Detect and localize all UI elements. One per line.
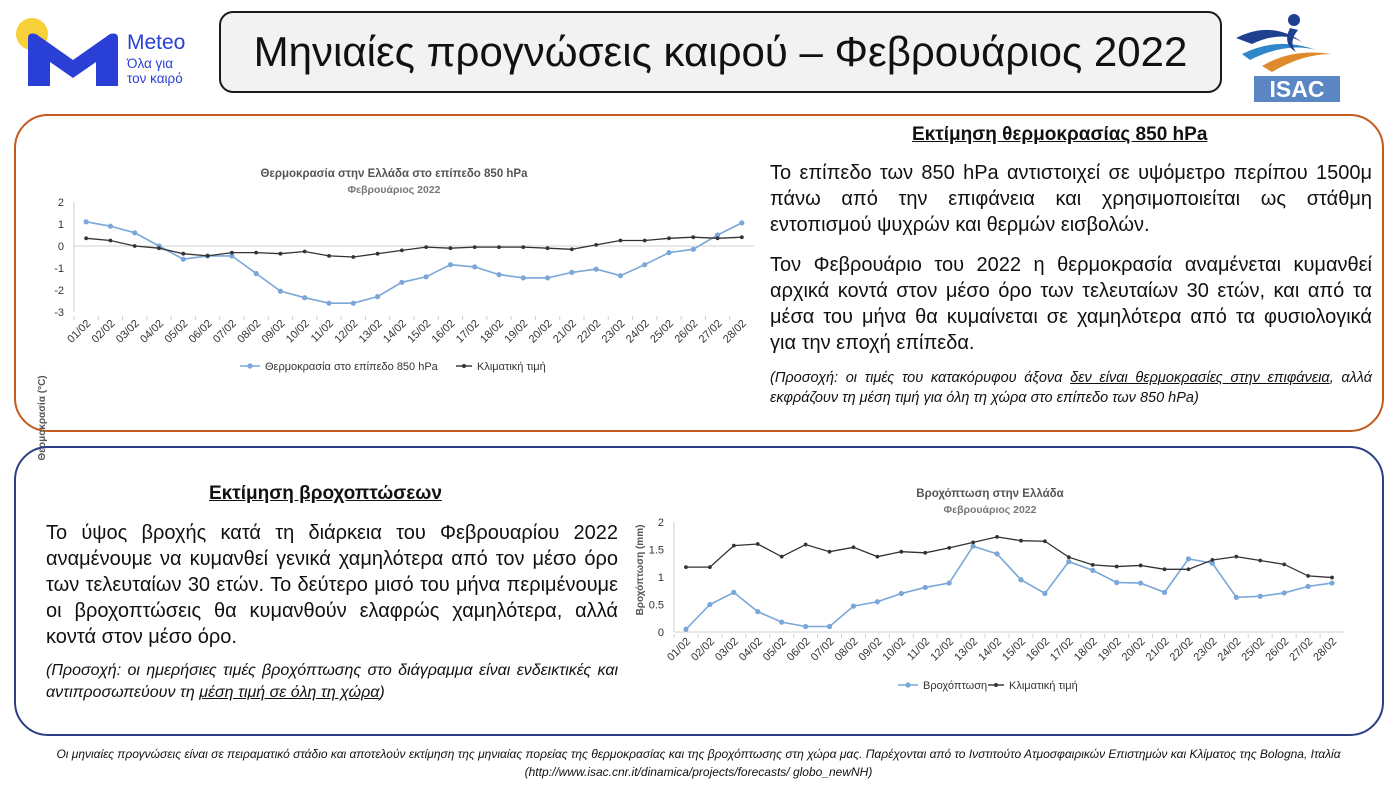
climate-point [449,246,453,250]
forecast-point [278,289,283,294]
climate-point [1306,574,1310,578]
y-axis-label: Βροχόπτωση (mm) [635,524,646,616]
climate-point [521,245,525,249]
brand-text [127,30,185,86]
x-tick-label: 24/02 [623,317,652,346]
rainfall-chart [628,480,1352,698]
x-tick-label: 06/02 [186,317,215,346]
x-tick-label: 20/02 [526,317,555,346]
x-tick-label: 10/02 [880,635,909,664]
forecast-point [731,590,736,595]
legend-marker-forecast [905,682,910,687]
legend-label-climate: Κλιματική τιμή [477,361,546,373]
x-tick-label: 25/02 [648,317,677,346]
forecast-point [351,301,356,306]
forecast-point [827,624,832,629]
climate-point [254,251,258,255]
climate-point [594,243,598,247]
chart-subtitle: Φεβρουάριος 2022 [943,504,1037,516]
brand-name: Meteo [127,31,186,54]
x-tick-label: 05/02 [162,317,191,346]
temperature-paragraph-1: Το επίπεδο των 850 hPa αντιστοιχεί σε υψόμετρο περίπου 1500μ πάνω από την επιφάνεια και χρησιμοποιείται ως στάθμη εντοπισμού ψυχρών και θερμών εισβολών. [770,162,1372,236]
chart-title: Βροχόπτωση στην Ελλάδα [916,488,1064,500]
chart-subtitle: Φεβρουάριος 2022 [347,184,441,196]
climate-point [570,247,574,251]
climate-point [327,254,331,258]
temperature-note [770,368,1372,408]
x-tick-label: 18/02 [478,317,507,346]
climate-point [1043,539,1047,543]
x-tick-label: 21/02 [1143,635,1172,664]
x-tick-label: 07/02 [808,635,837,664]
climate-point [376,252,380,256]
x-tick-label: 23/02 [1191,635,1220,664]
climate-point [303,250,307,254]
climate-point [1210,558,1214,562]
x-tick-label: 12/02 [332,317,361,346]
y-tick-label: 2 [57,197,64,209]
climate-point [1234,555,1238,559]
brand-tagline-2: τον καιρό [127,71,183,86]
y-tick-label: 1 [657,572,664,584]
climate-point [708,565,712,569]
forecast-point [496,272,501,277]
climate-point [351,255,355,259]
climate-point [133,244,137,248]
climate-point [424,245,428,249]
forecast-point [1114,580,1119,585]
x-tick-label: 28/02 [721,317,749,346]
m-letter-icon [28,34,118,87]
forecast-point [1018,577,1023,582]
forecast-point [1042,591,1047,596]
climate-point [400,249,404,253]
forecast-point [399,280,404,285]
forecast-point [923,585,928,590]
forecast-point [739,220,744,225]
rainfall-paragraph: Το ύψος βροχής κατά τη διάρκεια του Φεβρουαρίου 2022 αναμένουμε να κυμανθεί γενικά χαμηλότερα από τον μέσο όρο των τελευταίων 30 ετών. Το δεύτερο μισό του μήνα περιμένουμε οι βροχοπτώσεις θα κυμανθούν ελαφρώς χαμηλότερα, αλλά κοντά στον μέσο όρο. [46,522,618,648]
x-tick-label: 22/02 [575,317,604,346]
climate-point [279,252,283,256]
rainfall-note-underlined: μέση τιμή σε όλη τη χώρα [199,684,380,701]
x-tick-label: 08/02 [235,317,264,346]
forecast-point [947,580,952,585]
climate-point [947,546,951,550]
temperature-chart [28,160,754,461]
page-title-box [219,11,1222,93]
x-tick-label: 01/02 [65,317,94,346]
isac-logo-text: ISAC [1269,76,1325,102]
climate-point [828,550,832,554]
x-tick-label: 27/02 [1287,635,1316,664]
x-tick-label: 11/02 [308,317,337,346]
rainfall-note [46,660,618,704]
forecast-point [779,620,784,625]
climate-point [643,239,647,243]
x-tick-label: 11/02 [904,635,933,664]
climate-point [1187,567,1191,571]
legend-label-forecast: Βροχόπτωση [923,680,988,692]
forecast-point [642,262,647,267]
x-tick-label: 03/02 [113,317,142,346]
climate-point [691,235,695,239]
temperature-paragraph-2: Τον Φεβρουάριο του 2022 η θερμοκρασία αναμένεται κυμανθεί αρχικά κοντά στον μέσο όρο των τελευταίων 30 ετών, και από τα μέσα του μήνα θα κυμαίνεται σε χαμηλότερα από τα φυσιολογικά για την εποχή επίπεδα. [770,254,1372,354]
x-tick-label: 24/02 [1215,635,1244,664]
x-tick-label: 17/02 [453,317,482,346]
forecast-point [851,604,856,609]
forecast-point [448,262,453,267]
x-tick-label: 27/02 [696,317,725,346]
x-tick-label: 16/02 [429,317,458,346]
climate-point [899,550,903,554]
x-tick-label: 19/02 [502,317,531,346]
rainfall-heading: Εκτίμηση βροχοπτώσεων [209,483,442,504]
x-tick-label: 06/02 [784,635,813,664]
x-tick-label: 25/02 [1239,635,1268,664]
y-tick-label: -1 [54,263,64,275]
x-tick-label: 02/02 [689,635,718,664]
climate-point [84,236,88,240]
climate-point [1019,539,1023,543]
x-tick-label: 04/02 [736,635,765,664]
x-tick-label: 17/02 [1047,635,1076,664]
forecast-point [618,273,623,278]
forecast-point [1090,568,1095,573]
forecast-point [594,267,599,272]
forecast-point [1234,595,1239,600]
forecast-point [994,551,999,556]
forecast-point [1186,556,1191,561]
chart-title: Θερμοκρασία στην Ελλάδα στο επίπεδο 850 hPa [260,168,528,180]
x-tick-label: 22/02 [1167,635,1196,664]
forecast-point [1329,580,1334,585]
x-tick-label: 19/02 [1095,635,1124,664]
x-tick-label: 01/02 [665,635,694,664]
climate-point [740,235,744,239]
climate-point [971,540,975,544]
x-tick-label: 16/02 [1024,635,1053,664]
climate-point [684,565,688,569]
rainfall-note-prefix: (Προσοχή: οι ημερήσιες τιμές βροχόπτωσης στο διάγραμμα είναι ενδεικτικές και αντιπροσωπεύουν τη [46,662,618,701]
x-tick-label: 05/02 [760,635,789,664]
y-tick-label: 0 [57,241,64,253]
climate-point [852,545,856,549]
climate-point [1163,567,1167,571]
climate-point [619,239,623,243]
x-tick-label: 23/02 [599,317,628,346]
temperature-note-underlined: δεν είναι θερμοκρασίες στην επιφάνεια [1070,370,1330,386]
forecast-point [569,270,574,275]
x-tick-label: 15/02 [1000,635,1029,664]
y-tick-label: 1 [57,219,64,231]
x-tick-label: 13/02 [356,317,385,346]
climate-point [1091,563,1095,567]
climate-point [923,551,927,555]
legend-label-climate: Κλιματική τιμή [1009,680,1078,692]
x-tick-label: 04/02 [138,317,167,346]
forecast-point [254,271,259,276]
forecast-point [1258,594,1263,599]
legend-label-forecast: Θερμοκρασία στο επίπεδο 850 hPa [265,361,438,373]
x-tick-label: 03/02 [712,635,741,664]
forecast-point [707,602,712,607]
x-tick-label: 13/02 [952,635,981,664]
forecast-point [1066,559,1071,564]
x-tick-label: 20/02 [1119,635,1148,664]
forecast-point [472,264,477,269]
x-tick-label: 26/02 [1263,635,1292,664]
climate-point [230,251,234,255]
climate-point [206,254,210,258]
y-tick-label: -2 [54,285,64,297]
climate-point [875,555,879,559]
y-tick-label: -3 [54,307,64,319]
y-tick-label: 0.5 [648,599,664,612]
climate-point [546,246,550,250]
climate-point [157,246,161,250]
climate-point [1330,576,1334,580]
climate-point [1258,559,1262,563]
forecast-point [755,609,760,614]
climate-point [804,543,808,547]
climate-point [756,542,760,546]
climate-point [1282,562,1286,566]
brand-tagline-1: Όλα για [127,56,174,71]
page-title: Μηνιαίες προγνώσεις καιρού – Φεβρουάριος 2022 [253,28,1188,75]
forecast-point [424,274,429,279]
legend-marker-climate [462,364,466,368]
legend-marker-forecast [247,363,252,368]
x-tick-label: 28/02 [1311,635,1340,664]
x-tick-label: 02/02 [89,317,118,346]
climate-point [497,245,501,249]
climate-point [716,236,720,240]
x-tick-label: 21/02 [551,317,579,346]
x-tick-label: 14/02 [976,635,1005,664]
x-tick-label: 26/02 [672,317,701,346]
climate-point [995,535,999,539]
meteo-logo-icon [28,30,118,86]
climate-point [780,555,784,559]
forecast-point [108,224,113,229]
climate-point [1115,565,1119,569]
temperature-note-suffix: , αλλά εκφράζουν τη μέση τιμή για όλη τη χώρα στο επίπεδο των 850 hPa) [770,370,1372,406]
x-tick-label: 12/02 [928,635,957,664]
forecast-point [666,250,671,255]
x-tick-label: 14/02 [381,317,409,346]
x-tick-label: 09/02 [856,635,885,664]
isac-logo-icon [1232,8,1342,104]
temperature-note-prefix: (Προσοχή: οι τιμές του κατακόρυφου άξονα [770,370,1071,386]
forecast-point [1306,584,1311,589]
climate-point [181,252,185,256]
rainfall-note-suffix: ) [379,684,385,701]
forecast-point [521,275,526,280]
forecast-point [326,301,331,306]
x-tick-label: 07/02 [211,317,239,346]
y-tick-label: 2 [657,517,664,529]
x-tick-label: 09/02 [259,317,288,346]
climate-point [109,239,113,243]
forecast-point [181,257,186,262]
forecast-point [803,624,808,629]
x-tick-label: 18/02 [1071,635,1100,664]
climate-point [1139,564,1143,568]
forecast-point [971,544,976,549]
forecast-point [132,230,137,235]
forecast-point [1162,590,1167,595]
forecast-point [375,294,380,299]
footer-disclaimer: Οι μηνιαίες προγνώσεις είναι σε πειραματικό στάδιο και αποτελούν εκτίμηση της μηνιαίας πορείας της θερμοκρασίας και της βροχόπτωσης στη χώρα μας. Παρέχονται από το Ινστιτούτο Ατμοσφαιρικών Επιστημών και Κλίματος της Bologna, Ιταλία (http://www.isac.cnr.it/dinamica/projects/forecasts/ globo_newNH) [56,747,1341,779]
y-tick-label: 0 [657,627,664,639]
legend-marker-climate [994,683,998,687]
climate-point [1067,555,1071,559]
forecast-point [545,275,550,280]
y-tick-label: 1.5 [648,544,664,557]
x-tick-label: 08/02 [832,635,861,664]
climate-point [473,245,477,249]
x-tick-label: 10/02 [283,317,312,346]
forecast-point [302,295,307,300]
forecast-point [84,219,89,224]
forecast-point [683,627,688,632]
forecast-point [875,599,880,604]
forecast-point [899,591,904,596]
climate-point [732,544,736,548]
forecast-point [691,247,696,252]
forecast-point [1282,590,1287,595]
chart-legend [240,361,546,373]
climate-point [667,236,671,240]
temperature-heading: Εκτίμηση θερμοκρασίας 850 hPa [912,124,1208,145]
y-axis-label: Θερμοκρασία (°C) [37,375,48,461]
forecast-point [1138,580,1143,585]
x-tick-label: 15/02 [405,317,434,346]
